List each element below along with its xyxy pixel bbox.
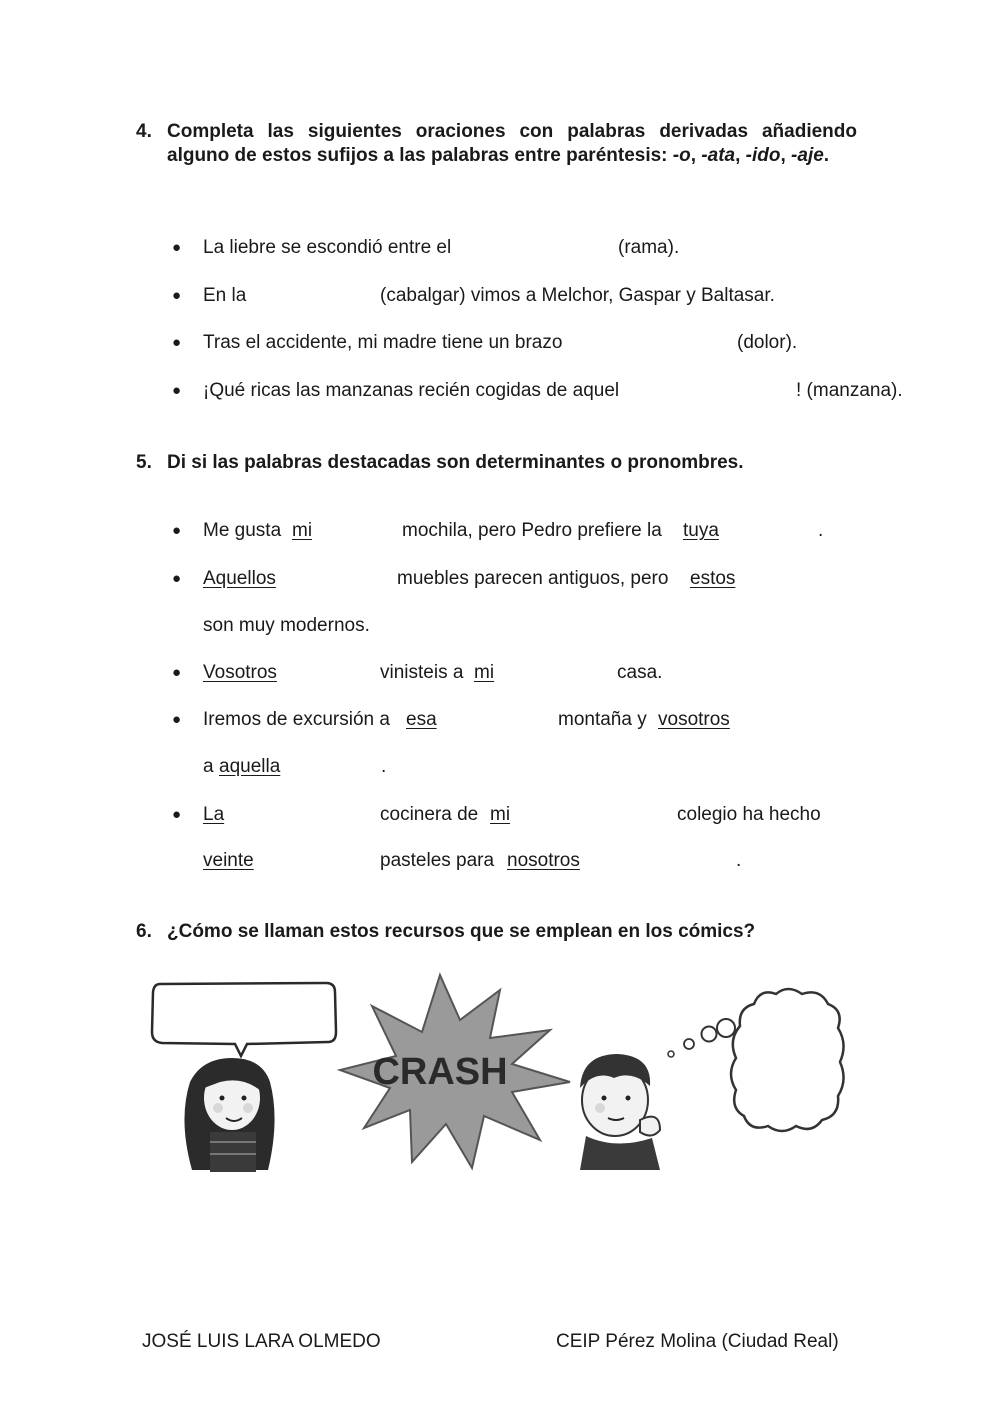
q4-item-3-pre: Tras el accidente, mi madre tiene un brazo: [203, 332, 563, 353]
s3-word-1: Vosotros: [203, 662, 277, 683]
bullet: ●: [172, 806, 182, 823]
s2-word-1: Aquellos: [203, 568, 276, 589]
question-4-prompt: Completa las siguientes oraciones con palabras derivadas añadiendo alguno de estos sufijos a las palabras entre paréntesis:: [167, 121, 857, 166]
comic-illustrations: [140, 970, 860, 1180]
s1-b: mochila, pero Pedro prefiere la: [402, 520, 662, 541]
s1-end: .: [818, 520, 824, 541]
s4-b: montaña y: [558, 709, 647, 730]
s5-word-4: nosotros: [507, 850, 580, 871]
bullet: ●: [172, 239, 182, 256]
footer-author: JOSÉ LUIS LARA OLMEDO: [142, 1331, 381, 1352]
crash-starburst-icon: [340, 975, 570, 1168]
s4-word-1: esa: [406, 709, 437, 730]
q4-item-4-post: ! (manzana).: [796, 380, 903, 401]
question-5-text: Di si las palabras destacadas son determinantes o pronombres.: [167, 452, 744, 473]
bullet: ●: [172, 287, 182, 304]
speech-bubble-icon: [152, 983, 336, 1056]
question-4-text: Completa las siguientes oraciones con palabras derivadas añadiendo alguno de estos sufijos a las palabras entre paréntesis: -o, -ata, -ido, -aje.: [167, 121, 857, 166]
bullet: ●: [172, 334, 182, 351]
s4-c: a: [203, 756, 214, 777]
suffix-3: -ido: [745, 145, 781, 166]
s5-c: colegio ha hecho: [677, 804, 821, 825]
boy-icon: [580, 1054, 660, 1170]
bullet: ●: [172, 382, 182, 399]
footer-school: CEIP Pérez Molina (Ciudad Real): [556, 1331, 839, 1352]
s3-b: vinisteis a: [380, 662, 464, 683]
suffix-4: -aje: [791, 145, 824, 166]
s3-word-2: mi: [474, 662, 495, 683]
s2-line2: son muy modernos.: [203, 615, 370, 636]
s1-a: Me gusta: [203, 520, 282, 541]
s4-a: Iremos de excursión a: [203, 709, 390, 730]
q4-item-4-pre: ¡Qué ricas las manzanas recién cogidas de aquel: [203, 380, 620, 401]
s1-word-1: mi: [292, 520, 313, 541]
s5-word-2: mi: [490, 804, 511, 825]
bullet: ●: [172, 522, 182, 539]
s5-d: pasteles para: [380, 850, 495, 871]
bullet: ●: [172, 711, 182, 728]
s4-word-3: aquella: [219, 756, 281, 777]
q4-item-2-pre: En la: [203, 285, 247, 306]
q4-item-1-post: (rama).: [618, 237, 680, 258]
q4-item-1-pre: La liebre se escondió entre el: [203, 237, 452, 258]
s5-word-3: veinte: [203, 850, 254, 871]
s5-end: .: [736, 850, 742, 871]
s3-c: casa.: [617, 662, 663, 683]
question-6-number: 6.: [136, 921, 152, 942]
q4-item-3-post: (dolor).: [737, 332, 798, 353]
q4-item-2-post: (cabalgar) vimos a Melchor, Gaspar y Baltasar.: [380, 285, 775, 306]
bullet: ●: [172, 570, 182, 587]
thought-bubble-icon: [668, 989, 844, 1131]
question-6-text: ¿Cómo se llaman estos recursos que se emplean en los cómics?: [167, 921, 756, 942]
s2-b: muebles parecen antiguos, pero: [397, 568, 669, 589]
s1-word-2: tuya: [683, 520, 719, 541]
s2-word-2: estos: [690, 568, 736, 589]
s5-b: cocinera de: [380, 804, 479, 825]
crash-text: CRASH: [372, 1051, 508, 1093]
suffix-1: -o: [672, 145, 691, 166]
bullet: ●: [172, 664, 182, 681]
s4-end: .: [381, 756, 387, 777]
s4-word-2: vosotros: [658, 709, 730, 730]
girl-icon: [184, 1058, 274, 1172]
question-4-number: 4.: [136, 121, 152, 142]
question-5-number: 5.: [136, 452, 152, 473]
suffix-2: -ata: [701, 145, 736, 166]
s5-word-1: La: [203, 804, 225, 825]
